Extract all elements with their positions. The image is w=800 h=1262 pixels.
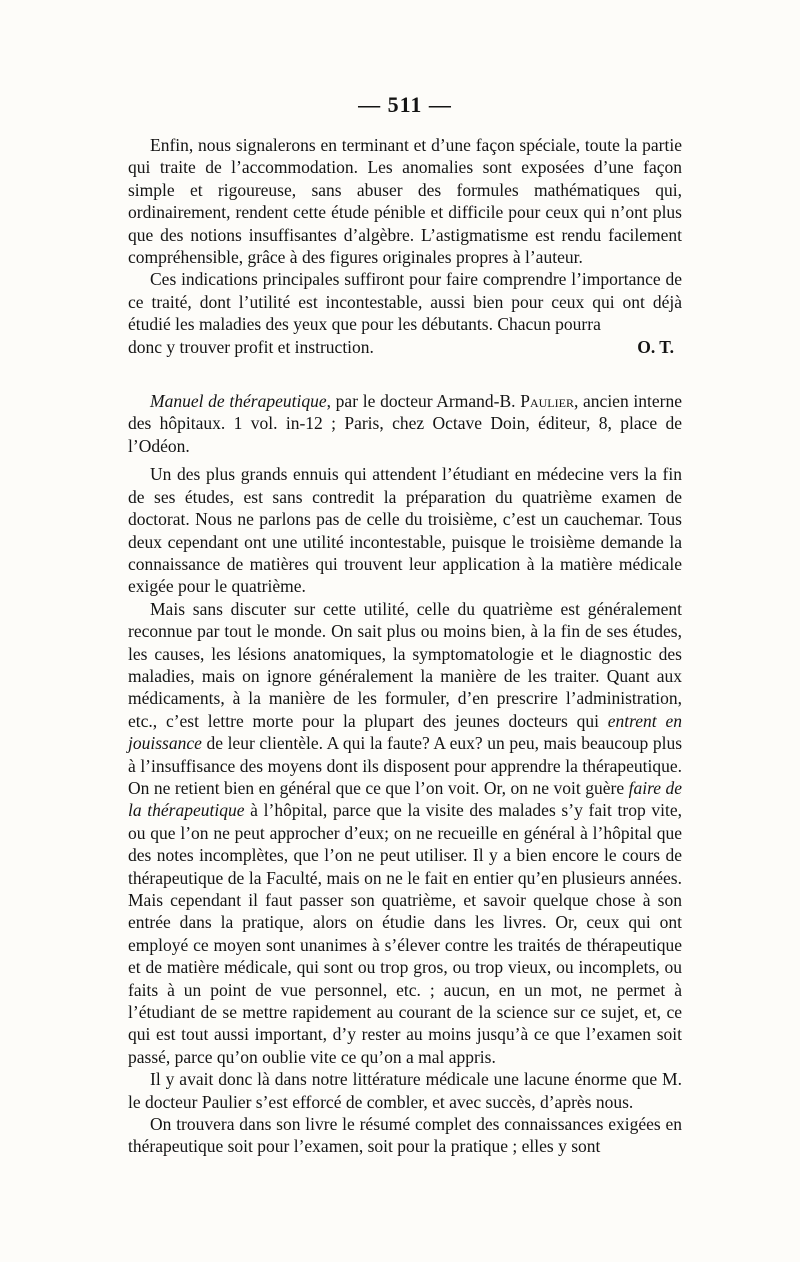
- review1-signature: O. T.: [637, 336, 674, 357]
- book-citation: [128, 390, 682, 457]
- review2-paragraph-2: [128, 598, 682, 1069]
- review2-p2-text-b: de leur clientèle. A qui la faute? A eux? un peu, mais beaucoup plus à l’insuffisance des moyens dont ils disposent pour apprendre la thérapeutique. On ne retient bien en général que ce que l’on voit. Or, on ne voit guère: [128, 733, 682, 798]
- citation-by: , par le docteur Armand-B.: [326, 391, 521, 412]
- citation-details: , ancien interne des hôpitaux. 1 vol. in-12 ; Paris, chez Octave Doin, éditeur, 8, place de l’Odéon.: [128, 391, 682, 456]
- review2-paragraph-1: Un des plus grands ennuis qui attendent l’étudiant en médecine vers la fin de ses études, est sans contredit la préparation du quatrième examen de doctorat. Nous ne parlons pas de celle du troisième, c’est un cauchemar. Tous deux cependant ont une utilité incontestable, puisque le troisième demande la connaissance de matières qui trouvent leur application à la matière médicale exigée pour le quatrième.: [128, 464, 682, 597]
- review2-p2-emphasis-1: entrent en jouissance: [128, 710, 682, 754]
- review2-paragraph-4: On trouvera dans son livre le résumé complet des connaissances exigées en thérapeutique soit pour l’examen, soit pour la pratique ; elles y sont: [128, 1114, 682, 1157]
- review2-p2-text-c: à l’hôpital, parce que la visite des malades s’y fait trop vite, ou que l’on ne peut approcher d’eux; on ne recueille en général à l’hôpital que des notes incomplètes, que l’on ne peut utiliser. Il y a bien encore le cours de thérapeutique de la Faculté, mais on ne le fait en entier qu’en plusieurs années. Mais cependant il faut passer son quatrième, et savoir quelque chose à son entrée dans la pratique, alors on étudie dans les livres. Or, ceux qui ont employé ce moyen sont unanimes à s’élever contre les traités de thérapeutique et de matière médicale, qui sont ou trop gros, ou trop vieux, ou incomplets, ou faits à un point de vue personnel, etc. ; aucun, en un mot, ne permet à l’étudiant de se mettre rapidement au courant de la science sur ce sujet, et, ce qui est tout aussi important, d’y rester au moins jusqu’à ce que l’examen soit passé, parce qu’on oublie vite ce qu’on a mal appris.: [128, 800, 682, 1067]
- page-number: — 511 —: [358, 92, 452, 117]
- review2-paragraph-3: Il y avait donc là dans notre littérature médicale une lacune énorme que M. le docteur Paulier s’est efforcé de combler, et avec succès, d’après nous.: [128, 1069, 682, 1112]
- book-title: Manuel de thérapeutique: [150, 391, 327, 412]
- book-author: Paulier: [520, 391, 574, 412]
- review2-p2-emphasis-2: faire de la thérapeutique: [128, 777, 682, 821]
- review1-closing-line: [128, 336, 682, 358]
- review-therapeutics-manual: [128, 390, 682, 1158]
- review1-paragraph-2: Ces indications principales suffiront pour faire comprendre l’importance de ce traité, dont l’utilité est incontestable, aussi bien pour ceux qui ont déjà étudié les maladies des yeux que pour les débutants. Chacun pourra: [128, 269, 682, 335]
- review1-paragraph-2-end: donc y trouver profit et instruction.: [128, 336, 374, 357]
- review-ophthalmology-conclusion: [128, 134, 682, 358]
- review1-paragraph-1: Enfin, nous signalerons en terminant et d’une façon spéciale, toute la partie qui traite de l’accommodation. Les anomalies sont exposées d’une façon simple et rigoureuse, sans abuser des formules mathématiques qui, ordinairement, rendent cette étude pénible et difficile pour ceux qui n’ont plus que des notions insuffisantes d’algèbre. L’astigmatisme est rendu facilement compréhensible, grâce à des figures originales propres à l’auteur.: [128, 135, 682, 268]
- review2-p2-text-a: Mais sans discuter sur cette utilité, celle du quatrième est généralement reconnue par tout le monde. On sait plus ou moins bien, à la fin de ses études, les causes, les lésions anatomiques, la symptomatologie et le diagnostic des maladies, mais on ignore généralement la manière de les traiter. Quant aux médicaments, à la manière de les formuler, d’en prescrire l’administration, etc., c’est lettre morte pour la plupart des jeunes docteurs qui: [128, 598, 682, 731]
